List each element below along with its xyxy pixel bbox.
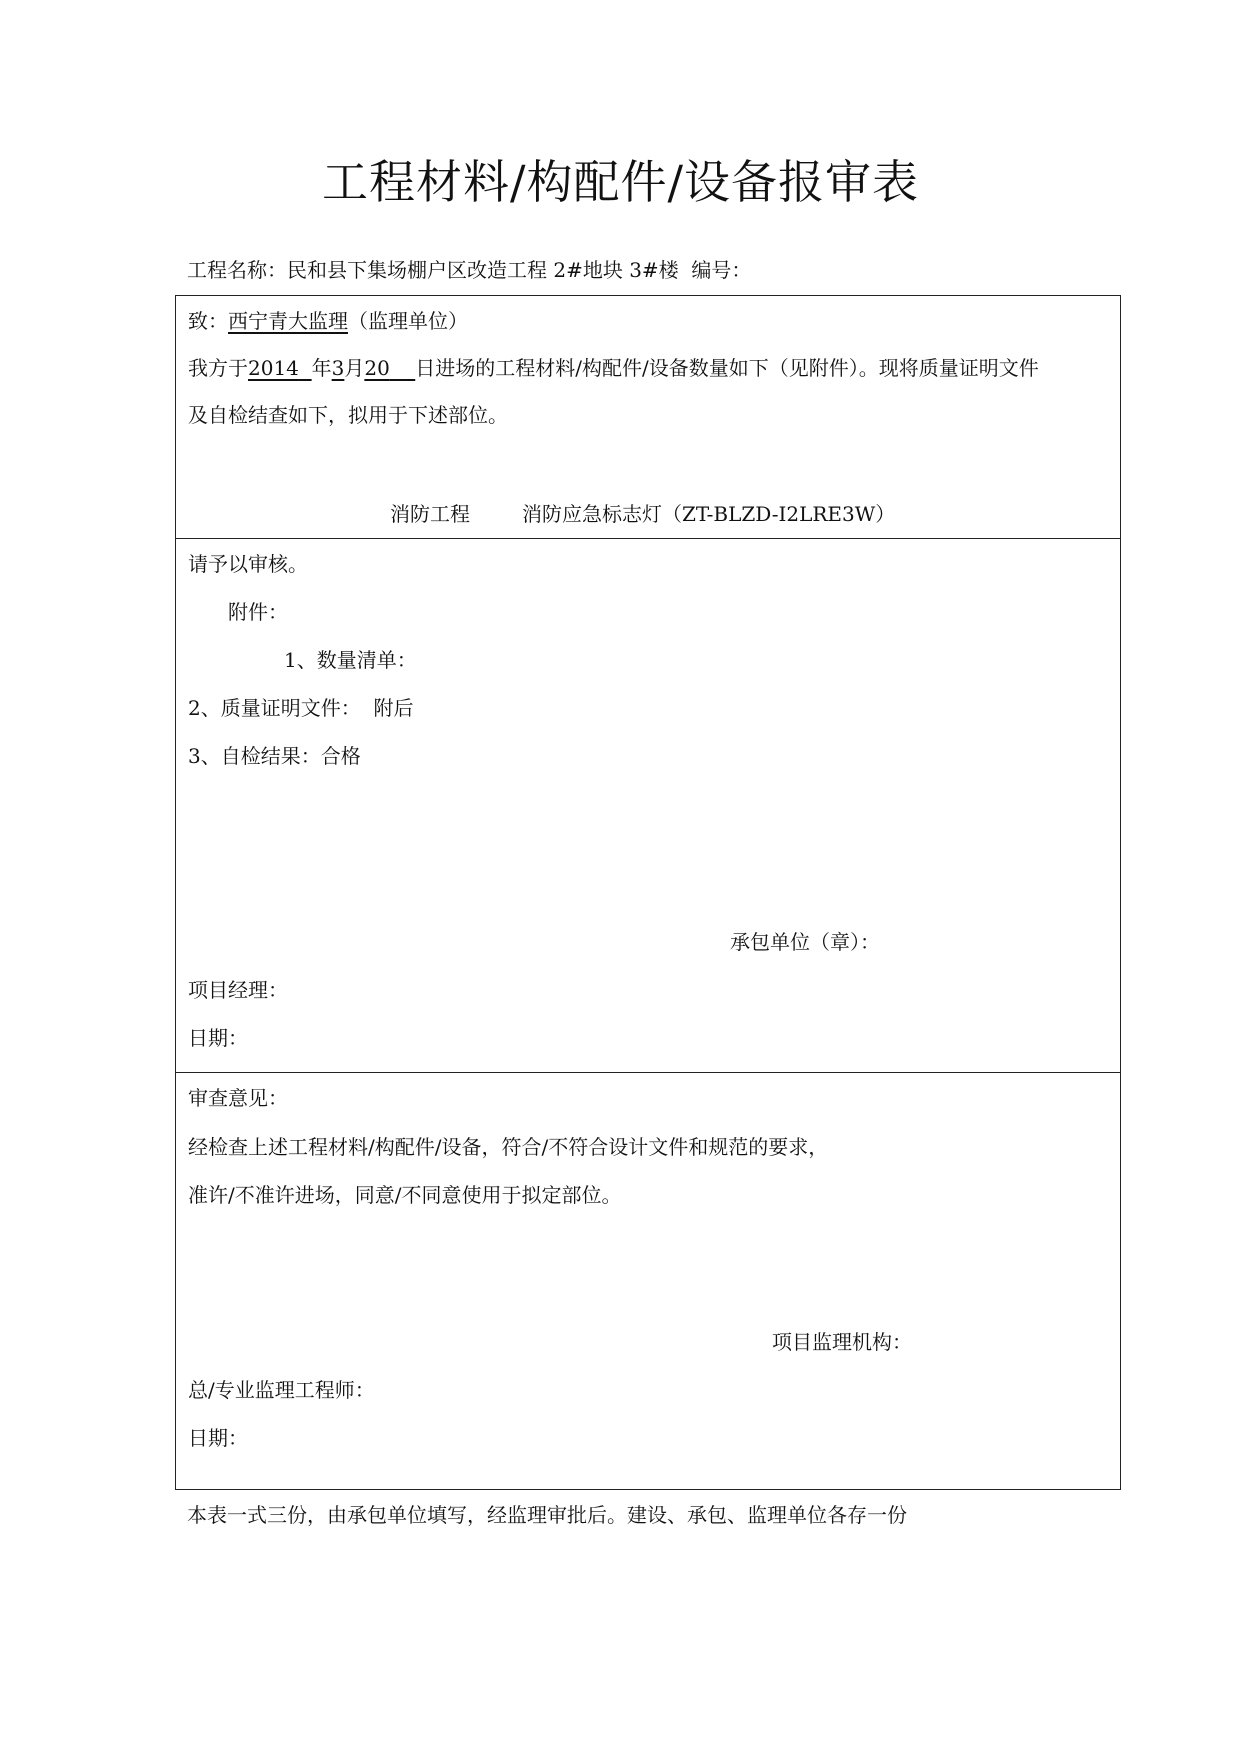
- attachment-item-2: 2、质量证明文件： 附后: [188, 696, 414, 720]
- project-name-label: 工程名称：: [187, 258, 287, 282]
- project-name-value: 民和县下集场棚户区改造工程 2#地块 3#楼: [287, 258, 679, 282]
- supervisor-unit-suffix: （监理单位: [348, 309, 448, 333]
- project-info-line: [187, 255, 751, 285]
- review-line-1: 经检查上述工程材料/构配件/设备，符合/不符合设计文件和规范的要求，: [188, 1135, 829, 1159]
- entry-day: 20: [364, 356, 390, 380]
- intro-line-2: 及自检结查如下，拟用于下述部位。: [188, 403, 508, 427]
- entry-date-line: 我方于2014 年3月20 日进场的工程材料/构配件/设备数量如下（见附件）。现将质量证明文件: [188, 356, 1039, 380]
- attachment-item-3: 3、自检结果：合格: [188, 744, 361, 768]
- review-date-label: 日期：: [188, 1426, 248, 1450]
- entry-year: 2014: [248, 356, 299, 380]
- review-line-2: 准许/不准许进场，同意/不同意使用于拟定部位。: [188, 1183, 622, 1207]
- intro-prefix: 我方于: [188, 356, 248, 380]
- attachments-label: 附件：: [228, 600, 288, 624]
- entry-month: 3: [331, 356, 345, 380]
- contractor-date-label: 日期：: [188, 1026, 248, 1050]
- attachment-item-1: 1、数量清单：: [284, 648, 417, 672]
- project-manager-label: 项目经理：: [188, 978, 288, 1002]
- contractor-seal-label: 承包单位（章）：: [730, 930, 880, 954]
- to-label: 致：: [188, 309, 228, 333]
- form-number-label: 编号：: [691, 258, 752, 282]
- footer-note: 本表一式三份，由承包单位填写，经监理审批后。建设、承包、监理单位各存一份: [187, 1503, 907, 1527]
- intro-text: 日进场的工程材料/构配件/设备数量如下（见附件）。现将质量证明文件: [415, 356, 1039, 380]
- supervisor-unit-name: 西宁青大监理: [228, 309, 348, 333]
- supervising-engineer-label: 总/专业监理工程师：: [188, 1378, 375, 1402]
- addressee-line: 致：西宁青大监理（监理单位）: [188, 309, 468, 333]
- attachment-item-2-value: 附后: [373, 696, 414, 720]
- document-title: 工程材料/构配件/设备报审表: [322, 155, 919, 209]
- supervision-org-label: 项目监理机构：: [772, 1330, 912, 1354]
- request-text: 请予以审核。: [188, 552, 308, 576]
- review-opinion-label: 审查意见：: [188, 1086, 288, 1110]
- work-item: 消防工程: [390, 502, 470, 526]
- section-divider: [176, 538, 1120, 539]
- section-divider: [176, 1072, 1120, 1073]
- approval-form-table: [175, 295, 1121, 1490]
- material-item: 消防应急标志灯（ZT-BLZD-I2LRE3W）: [522, 502, 896, 526]
